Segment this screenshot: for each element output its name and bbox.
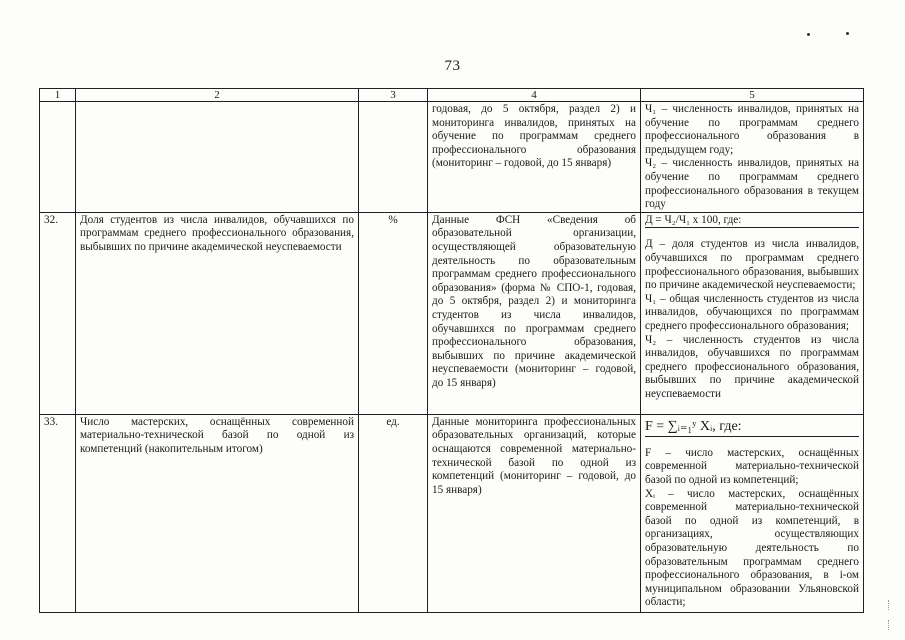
scan-mark xyxy=(888,620,899,630)
data-source-text: Данные мониторинга профессиональных образовательных организаций, которые оснащаются современной материально-технической базой по одной из компетенций (мониторинг – годовой, до 15 января) xyxy=(432,415,636,496)
row-number: 33. xyxy=(40,414,76,612)
table-row xyxy=(40,102,864,213)
column-header: 5 xyxy=(641,89,864,102)
indicator-name xyxy=(76,212,359,414)
method-line: F – число мастерских, оснащённых современной материально-технической базой по одной из компетенций; xyxy=(645,446,859,486)
scan-mark xyxy=(888,600,899,610)
data-source xyxy=(428,102,641,213)
data-source xyxy=(428,212,641,414)
method-line: Ч₂ – численность инвалидов, принятых на обучение по программам среднего профессионального образования в текущем году xyxy=(645,157,859,211)
indicator-name-text: Число мастерских, оснащённых современной материально-технической базой по одной из компетенций (накопительным итогом) xyxy=(80,415,354,455)
formula: F = ∑ᵢ₌₁ʸ Xᵢ, где: xyxy=(645,416,859,437)
row-number: 32. xyxy=(40,212,76,414)
unit-of-measure: ед. xyxy=(359,414,428,612)
table-row xyxy=(40,414,864,612)
indicators-table xyxy=(39,88,864,613)
scan-speck xyxy=(846,32,849,35)
method-line: Xᵢ – число мастерских, оснащённых современной материально-технической базой по одной из компетенций, в организациях, осуществляющих образовательную деятельность по образовательным программам среднего профессионального образования, в i-ом муниципальном образовании Ульяновской области; xyxy=(645,487,859,609)
indicator-name xyxy=(76,414,359,612)
scan-speck xyxy=(807,33,810,36)
column-header: 1 xyxy=(40,89,76,102)
unit-of-measure: % xyxy=(359,212,428,414)
row-number xyxy=(40,102,76,213)
calculation-method xyxy=(641,212,864,414)
unit-of-measure xyxy=(359,102,428,213)
column-header: 2 xyxy=(76,89,359,102)
data-source-text: Данные ФСН «Сведения об образовательной организации, осуществляющей образовательную деятельность по образовательным программам среднего профессионального образования» (форма № СПО-1, годовая, до 5 октября, раздел 2) и мониторинга студентов из числа инвалидов, обучавшихся по программам среднего профессионального образования, выбывших по причине академической неуспеваемости (мониторинг – годовой, до 15 января) xyxy=(432,213,636,389)
formula: Д = Ч₂/Ч₁ х 100, где: xyxy=(645,214,859,229)
table-header-row xyxy=(40,89,864,102)
method-line: Ч₁ – численность инвалидов, принятых на обучение по программам среднего профессионального образования в предыдущем году; xyxy=(645,103,859,156)
column-header: 3 xyxy=(359,89,428,102)
table-row xyxy=(40,212,864,414)
column-header: 4 xyxy=(428,89,641,102)
indicator-name xyxy=(76,102,359,213)
data-source xyxy=(428,414,641,612)
method-line: Д – доля студентов из числа инвалидов, обучавшихся по программам среднего профессионального образования, выбывших по причине академической неуспеваемости; xyxy=(645,238,859,292)
method-line: Ч₂ – численность студентов из числа инвалидов, обучавшихся по программам среднего профессионального образования, выбывших по причине академической неуспеваемости xyxy=(645,333,859,400)
page-number: 73 xyxy=(444,58,461,74)
indicator-name-text: Доля студентов из числа инвалидов, обучавшихся по программам среднего профессионального образования, выбывших по причине академической неуспеваемости xyxy=(80,213,354,253)
data-source-text: годовая, до 5 октября, раздел 2) и мониторинга инвалидов, принятых на обучение по программам среднего профессионального образования (мониторинг – годовой, до 15 января) xyxy=(432,103,636,170)
calculation-method xyxy=(641,102,864,213)
calculation-method xyxy=(641,414,864,612)
method-line: Ч₁ – общая численность студентов из числа инвалидов, обучающихся по программам среднего профессионального образования; xyxy=(645,292,859,332)
